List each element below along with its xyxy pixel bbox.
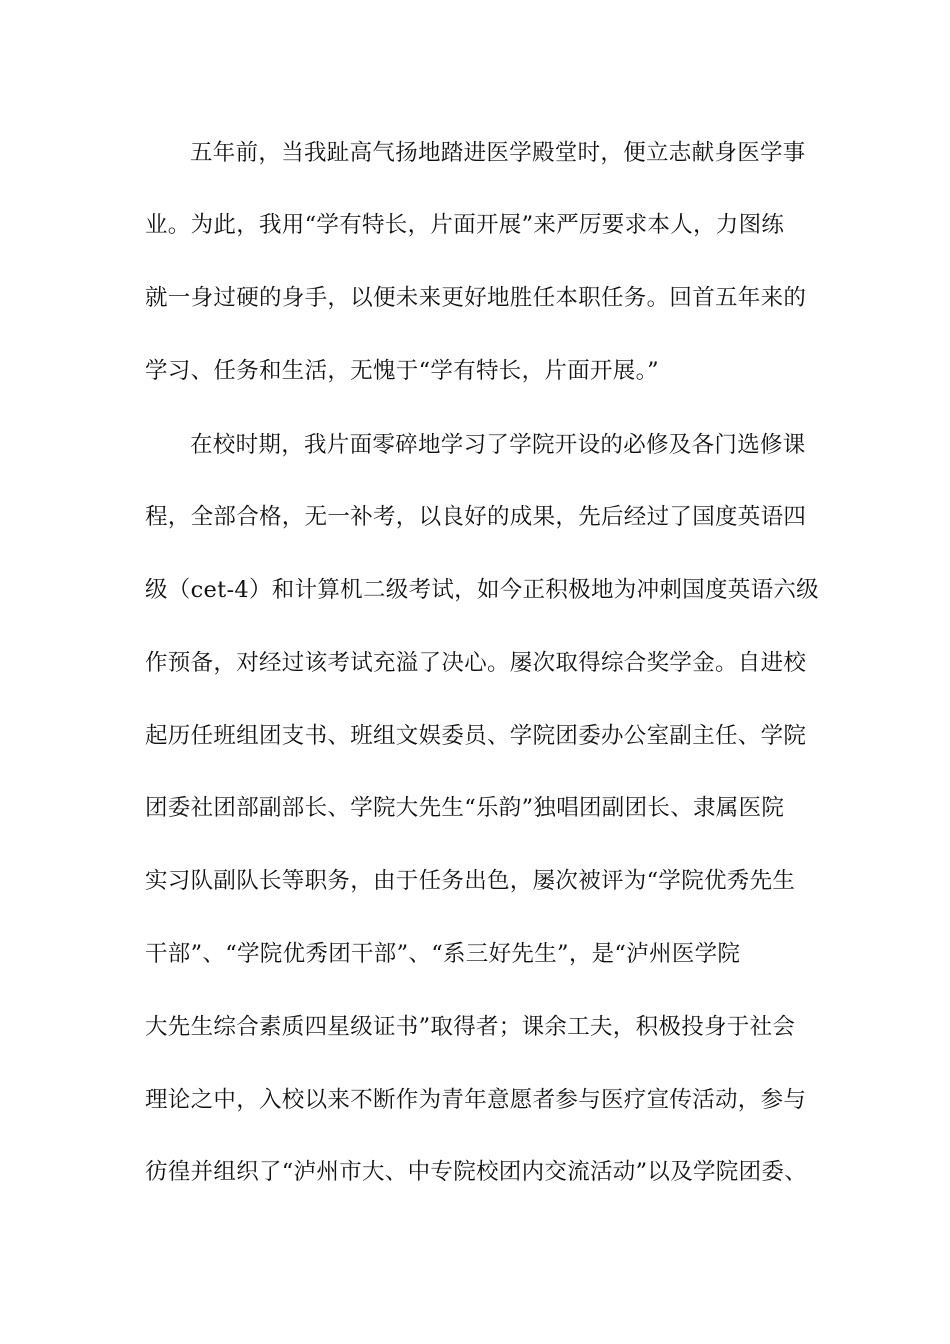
- paragraph-2-line-9: 大先生综合素质四星级证书”取得者；课余工夫，积极投身于社会: [145, 1014, 796, 1040]
- paragraph-2-line-6: 团委社团部副部长、学院大先生“乐韵”独唱团副团长、隶属医院: [145, 795, 785, 821]
- paragraph-2-line-10: 理论之中，入校以来不断作为青年意愿者参与医疗宣传活动，参与: [145, 1087, 807, 1113]
- paragraph-2-line-3: 级（cet-4）和计算机二级考试，如今正积极地为冲刺国度英语六级: [145, 577, 819, 603]
- paragraph-2-line-7: 实习队副队长等职务，由于任务出色，屡次被评为“学院优秀先生: [145, 868, 796, 894]
- paragraph-2-line-11: 彷徨并组织了“泸州市大、中专院校团内交流活动”以及学院团委、: [145, 1159, 808, 1185]
- paragraph-1-line-1: 五年前，当我趾高气扬地踏进医学殿堂时，便立志献身医学事: [190, 140, 806, 166]
- paragraph-2-line-4: 作预备，对经过该考试充溢了决心。屡次取得综合奖学金。自进校: [145, 650, 807, 676]
- paragraph-1-line-4: 学习、任务和生活，无愧于“学有特长，片面开展。”: [145, 358, 659, 384]
- paragraph-2-line-5: 起历任班组团支书、班组文娱委员、学院团委办公室副主任、学院: [145, 723, 807, 749]
- paragraph-2-line-8: 干部”、“学院优秀团干部”、“系三好先生”，是“泸州医学院: [145, 941, 741, 967]
- paragraph-1-line-2: 业。为此，我用“学有特长，片面开展”来严厉要求本人，力图练: [145, 212, 785, 238]
- paragraph-2-line-1: 在校时期，我片面零碎地学习了学院开设的必修及各门选修课: [190, 432, 806, 458]
- paragraph-1-line-3: 就一身过硬的身手，以便未来更好地胜任本职任务。回首五年来的: [145, 285, 807, 311]
- paragraph-2-line-2: 程，全部合格，无一补考，以良好的成果，先后经过了国度英语四: [145, 504, 807, 530]
